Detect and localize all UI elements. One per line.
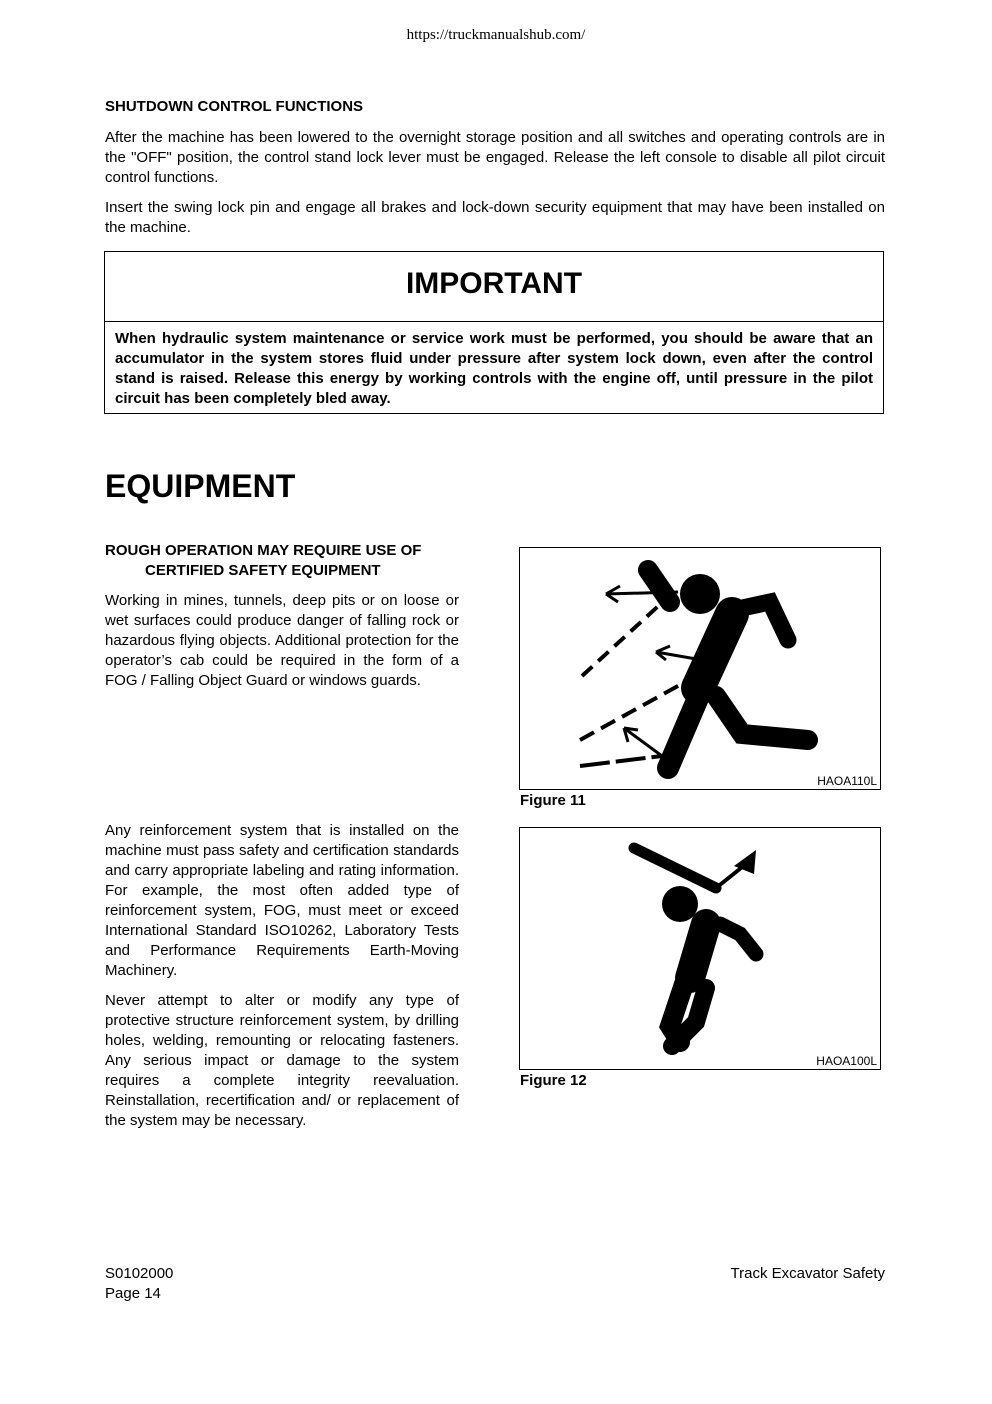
figure-12-box — [519, 827, 881, 1070]
important-notice-box — [104, 251, 884, 414]
important-title: IMPORTANT — [105, 252, 883, 322]
figure-11-code: HAOA110L — [817, 774, 877, 788]
footer-doc-code: S0102000 — [105, 1265, 174, 1282]
source-url: https://truckmanualshub.com/ — [406, 27, 586, 43]
equipment-paragraph-2: Any reinforcement system that is installed on the machine must pass safety and certification standards and carry appropriate labeling and rating information. For example, the most often added type of reinforcement system, FOG, must meet or exceed International Standard ISO10262, Laboratory Tests and Performance Requirements Earth-Moving Machinery. — [105, 822, 459, 979]
equipment-paragraph-1: Working in mines, tunnels, deep pits or on loose or wet surfaces could produce danger of falling rock or hazardous flying objects. Additional protection for the operator’s cab could be required in the form of a FOG / Falling Object Guard or windows guards. — [105, 592, 459, 689]
footer-left — [105, 1264, 173, 1304]
equipment-paragraph-3: Never attempt to alter or modify any type of protective structure reinforcement system, by drilling holes, welding, remounting or relocating fasteners. Any serious impact or damage to the system requires a complete integrity reevaluation. Reinstallation, recertification and/ or replacement of the system may be necessary. — [105, 992, 459, 1129]
figure-12-code: HAOA100L — [816, 1054, 877, 1068]
equipment-subheading-line-1: ROUGH OPERATION MAY REQUIRE USE OF — [105, 542, 422, 559]
important-text: When hydraulic system maintenance or service work must be performed, you should be aware that an accumulator in the system stores fluid under pressure after system lock down, even after the control stand is raised. Release this energy by working controls with the engine off, until pressure in the pilot circuit has been completely bled away. — [115, 330, 873, 407]
equipment-subheading — [105, 541, 459, 581]
shutdown-paragraph-1: After the machine has been lowered to the overnight storage position and all switches and operating controls are in the "OFF" position, the control stand lock lever must be engaged. Release the left console to disable all pilot circuit control functions. — [105, 129, 885, 186]
footer-page-number: Page 14 — [105, 1285, 161, 1302]
figure-12-caption: Figure 12 — [520, 1072, 587, 1089]
equipment-subheading-line-2: CERTIFIED SAFETY EQUIPMENT — [145, 562, 381, 579]
person-struck-by-falling-object-icon — [520, 828, 880, 1069]
figure-11-caption: Figure 11 — [520, 792, 586, 809]
equipment-heading: EQUIPMENT — [105, 468, 296, 504]
figure-11-box — [519, 547, 881, 790]
shutdown-heading: SHUTDOWN CONTROL FUNCTIONS — [105, 98, 364, 115]
footer-title: Track Excavator Safety — [730, 1265, 885, 1282]
shutdown-paragraph-2: Insert the swing lock pin and engage all brakes and lock-down security equipment that may have been installed on the machine. — [105, 199, 885, 236]
person-hit-by-flying-objects-icon — [520, 548, 880, 789]
